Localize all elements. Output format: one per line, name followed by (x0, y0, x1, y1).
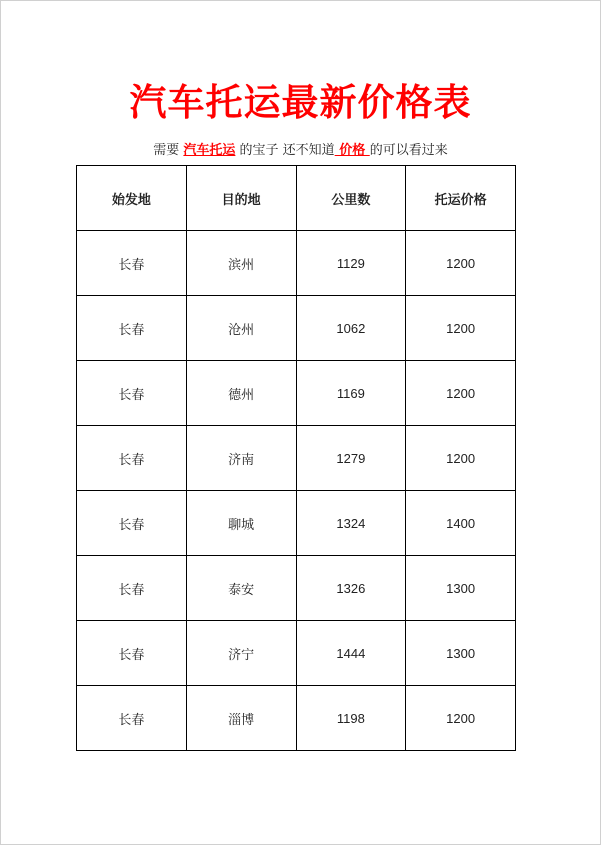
cell-destination: 滨州 (186, 231, 296, 296)
cell-origin: 长春 (77, 556, 187, 621)
subtitle (1, 141, 600, 161)
table-row (77, 296, 516, 361)
subtitle-keyword-price: 价格 (334, 143, 370, 158)
cell-destination: 济宁 (186, 621, 296, 686)
table-header-row (77, 166, 516, 231)
cell-distance: 1198 (296, 686, 406, 751)
table-row (77, 426, 516, 491)
page-title: 汽车托运最新价格表 (129, 81, 472, 124)
cell-price: 1400 (406, 491, 516, 556)
cell-price: 1200 (406, 426, 516, 491)
cell-origin: 长春 (77, 296, 187, 361)
table-row (77, 231, 516, 296)
table-row (77, 361, 516, 426)
cell-destination: 淄博 (186, 686, 296, 751)
header-destination: 目的地 (186, 166, 296, 231)
table-row (77, 686, 516, 751)
cell-distance: 1444 (296, 621, 406, 686)
cell-destination: 泰安 (186, 556, 296, 621)
cell-origin: 长春 (77, 231, 187, 296)
cell-destination: 济南 (186, 426, 296, 491)
cell-distance: 1062 (296, 296, 406, 361)
cell-price: 1200 (406, 231, 516, 296)
table-row (77, 556, 516, 621)
subtitle-text-1: 需要 (153, 143, 184, 158)
subtitle-text-3: 的可以看过来 (369, 143, 448, 158)
cell-distance: 1324 (296, 491, 406, 556)
cell-origin: 长春 (77, 621, 187, 686)
cell-origin: 长春 (77, 361, 187, 426)
cell-price: 1300 (406, 621, 516, 686)
cell-distance: 1279 (296, 426, 406, 491)
cell-destination: 德州 (186, 361, 296, 426)
price-table (76, 165, 516, 751)
cell-price: 1200 (406, 686, 516, 751)
cell-distance: 1326 (296, 556, 406, 621)
header-origin: 始发地 (77, 166, 187, 231)
cell-origin: 长春 (77, 686, 187, 751)
table-row (77, 491, 516, 556)
table-row (77, 621, 516, 686)
cell-price: 1200 (406, 296, 516, 361)
cell-origin: 长春 (77, 426, 187, 491)
cell-price: 1200 (406, 361, 516, 426)
cell-destination: 聊城 (186, 491, 296, 556)
header-price: 托运价格 (406, 166, 516, 231)
cell-distance: 1169 (296, 361, 406, 426)
subtitle-keyword-car-shipping: 汽车托运 (183, 143, 236, 158)
cell-origin: 长春 (77, 491, 187, 556)
header-distance: 公里数 (296, 166, 406, 231)
cell-price: 1300 (406, 556, 516, 621)
subtitle-text-2: 的宝子 还不知道 (235, 143, 335, 158)
cell-distance: 1129 (296, 231, 406, 296)
cell-destination: 沧州 (186, 296, 296, 361)
